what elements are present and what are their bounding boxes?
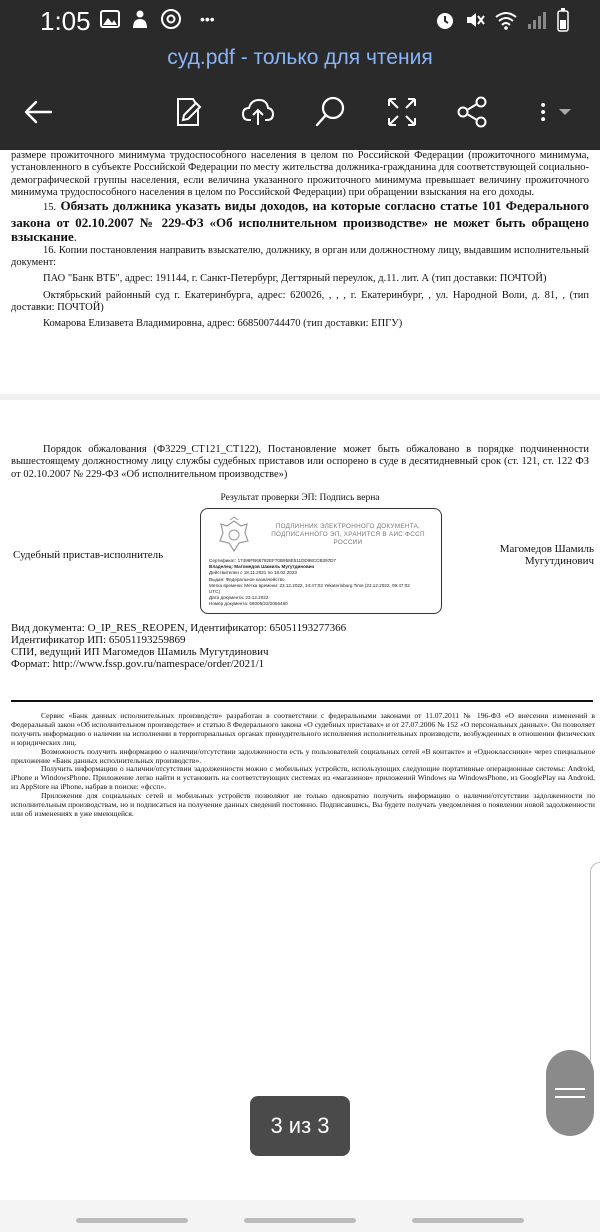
share-button[interactable] (450, 90, 494, 134)
toolbar (0, 90, 600, 140)
wifi-icon (494, 9, 518, 31)
footer-paragraph: Возможность получить информацию о наличии/отсутствии задолженности есть у пользователей социальных сетей «В контакте» и «Одноклассники» через специальное приложение «Банк данных исполнительных производств». (11, 746, 595, 765)
search-icon (313, 95, 347, 129)
recipient-3: Комарова Елизавета Владимировна, адрес: 668500744470 (тип доставки: ЕПГУ) (43, 318, 403, 330)
at-sign-icon (160, 8, 182, 30)
stamp-header-line-1: ПОДЛИННИК ЭЛЕКТРОННОГО ДОКУМЕНТА, (275, 523, 421, 530)
share-icon (455, 95, 489, 129)
app-bar (0, 44, 600, 150)
system-icons (434, 8, 570, 32)
paragraph: размере прожиточного минимума трудоспособного населения в целом по Российской Федерации (прожиточного минимума, установленного в субъекте Российской Федерации по месту жительства должника-гражданина для соответствующей социально-демографической группы населения, если величина указанного прожиточного минимума превышает величину прожиточного минимума трудоспособного населения в целом по Российской Федерации) при обращении взыскания на его доходы. (11, 150, 589, 198)
clock: 1:05 (40, 6, 91, 36)
stamp-line: Номер документа: 66005/22/2056460 (209, 601, 288, 607)
nav-recents-button[interactable] (76, 1218, 188, 1223)
signer-name-line-2: Мугутдинович (524, 555, 594, 567)
search-button[interactable] (308, 90, 352, 134)
edit-button[interactable] (166, 90, 210, 134)
service-footer (11, 712, 595, 819)
item-15-end: . (73, 229, 77, 245)
stamp-line: Владелец: Магомедов Шамиль Мугутдинович (209, 564, 315, 570)
signer-name (500, 543, 594, 567)
item-15-text: Обязать должника указать виды доходов, на которые согласно статье 101 Федерального закона от 02.10.2007 № 229-ФЗ «Об исполнительном производстве» не может быть обращено взыскание (11, 198, 589, 245)
gallery-icon (100, 9, 120, 29)
more-vertical-icon (536, 95, 558, 129)
battery-icon (556, 8, 570, 32)
format: Формат: http://www.fssp.gov.ru/namespace/order/2021/1 (11, 658, 265, 670)
drag-handle-icon (555, 1086, 585, 1100)
signature-check: Результат проверки ЭП: Подпись верна (220, 493, 380, 503)
footer-paragraph: Получить информацию о наличии/отсутствии задолженности можно с мобильных устройств, использующих следующие портативные операционные системы: Android, iPhone и WindowsPhone. Приложение легко найти и установить на соответствующих системах из «магазинов» приложений Windows на WindowsPhone, из GooglePlay на Android, из AppStore на iPhone, набрав в поиске: «фссп». (11, 764, 595, 792)
pdf-page-2 (0, 150, 600, 394)
stamp-details (209, 558, 437, 608)
mute-icon (464, 9, 486, 31)
fullscreen-icon (385, 95, 419, 129)
item-number: 15. (43, 202, 57, 214)
alarm-icon (434, 9, 456, 31)
status-bar (0, 0, 600, 44)
doc-type: Вид документа: O_IP_RES_REOPEN, Идентификатор: 65051193277366 (11, 622, 347, 634)
stamp-header-line-2: ПОДПИСАННОГО ЭП, ХРАНИТСЯ В АИС ФССП РОССИИ (271, 531, 425, 546)
signal-icon (526, 9, 548, 31)
recipient-2: Октябрьский районный суд г. Екатеринбурга, адрес: 620026, , , , г. Екатеринбург, , ул. Народной Воли, д. 81, , (тип доставки: ПОЧТОЙ) (11, 289, 589, 313)
nav-back-button[interactable] (412, 1218, 524, 1223)
more-dots-icon: ••• (200, 11, 215, 27)
coat-of-arms-icon (217, 517, 251, 555)
electronic-signature-stamp (200, 508, 442, 614)
person-icon (130, 9, 150, 29)
appeal-paragraph: Порядок обжалования (Ф3229_СТ121_СТ122), Постановление может быть обжаловано в порядке подчиненности вышестоящему должностному лицу службы судебных приставов или оспорено в суде в десятидневный срок (ст. 121, ст. 122 ФЗ от 02.10.2007 № 229-ФЗ «Об исполнительном производстве») (11, 444, 589, 480)
nav-home-button[interactable] (244, 1218, 356, 1223)
cloud-upload-button[interactable] (236, 90, 280, 134)
recipient-1: ПАО "Банк ВТБ", адрес: 191144, г. Санкт-Петербург, Дегтярный переулок, д.11. лит. А (тип доставки: ПОЧТОЙ) (43, 273, 547, 285)
navigation-bar (0, 1200, 600, 1232)
stamp-line: Выдан: Федеральное казначейство (209, 576, 285, 582)
more-options-button[interactable] (524, 90, 584, 134)
footer-paragraph: Сервис «Банк данных исполнительных производств» разработан в соответствии с федеральными законами от 11.07.2011 № 196-ФЗ «О внесении изменений в Федеральный закон «Об исполнительном производстве» и статью 8 Федерального закона «О судебных приставах» и от 27.07.2006 № 152 «О персональных данных». Он позволяет получить информацию о наличии на исполнении в территориальных органах принудительного исполнения исполнительных производств, возбужденных в отношении физических и юридических лиц. (11, 711, 595, 747)
arrow-left-icon (21, 95, 55, 129)
ip-identifier: Идентификатор ИП: 65051193259869 (11, 634, 186, 646)
stamp-line: UTC) (209, 589, 220, 595)
stamp-line: Дата документа: 23.12.2022 (209, 595, 269, 601)
fast-scroll-handle[interactable] (546, 1050, 594, 1136)
notification-icons (100, 8, 215, 30)
cloud-upload-icon (241, 95, 275, 129)
item-15 (11, 199, 589, 245)
stamp-header (263, 523, 433, 547)
document-metadata (11, 622, 346, 670)
stamp-line: Метка времени: Метка времени: 23.12.2022, 14:47:02 Yekaterinburg Time (23.12.2022, 09:47:02 (209, 582, 410, 588)
divider (11, 700, 593, 702)
stamp-line: Сертификат: 17496FB66782EF70B958E511DD98CCB397D7 (209, 558, 337, 563)
footer-paragraph: Приложения для социальных сетей и мобильных устройств позволяют не только однократно получить информацию о наличии/отсутствии задолженности по исполнительным производствам, но и подписаться на получение данных сведений постоянно. Подписавшись, Вы будете получать уведомления о появлении новой задолженности или об изменениях в уже имеющейся. (11, 791, 595, 818)
stamp-line: Действителен с 18.11.2021 по 18.02.2023 (209, 570, 297, 576)
signer-role: Судебный пристав-исполнитель (13, 549, 164, 561)
document-title: суд.pdf - только для чтения (167, 46, 433, 69)
caret-down-icon (558, 105, 572, 119)
spi: СПИ, ведущий ИП Магомедов Шамиль Мугутдинович (11, 646, 269, 658)
back-button[interactable] (16, 90, 60, 134)
edit-document-icon (171, 95, 205, 129)
item-16: 16. Копии постановления направить взыскателю, должнику, в орган или должностному лицу, выдавшим исполнительный документ: (11, 244, 589, 268)
signer-name-line-1: Магомедов Шамиль (499, 543, 594, 555)
fullscreen-button[interactable] (380, 90, 424, 134)
fast-scroll-track (590, 862, 600, 1095)
page-indicator: 3 из 3 (250, 1096, 350, 1156)
